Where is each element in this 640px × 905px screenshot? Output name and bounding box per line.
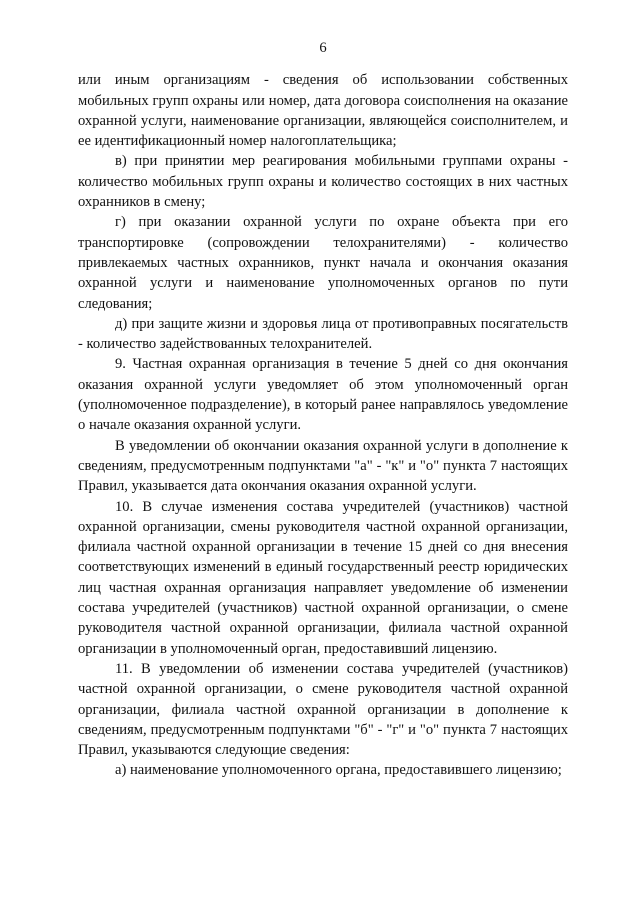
document-page bbox=[78, 38, 568, 781]
paragraph-item-a: а) наименование уполномоченного органа, предоставившего лицензию; bbox=[115, 762, 562, 779]
paragraph-clause-10: 10. В случае изменения состава учредителей (участников) частной охранной организации, смены руководителя частной охранной организации, филиала частной охранной организации в течение 15 дней со дня внесения соответствующих изменений в единый государственный реестр юридических лиц частная охранная организация направляет уведомление об изменении состава учредителей (участников) частной охранной организации, о смене руководителя частной охранной организации, филиала частной охранной организации в уполномоченный орган, предоставивший лицензию. bbox=[78, 498, 568, 657]
paragraph-clause-11: 11. В уведомлении об изменении состава учредителей (участников) частной охранной организации, о смене руководителя частной охранной организации, филиала частной охранной организации в дополнение к сведениям, предусмотренным подпунктами "б" - "г" и "о" пункта 7 настоящих Правил, указываются следующие сведения: bbox=[78, 660, 568, 759]
page-number: 6 bbox=[319, 40, 327, 56]
paragraph-continuation: или иным организациям - сведения об использовании собственных мобильных групп охраны или номер, дата договора соисполнения на оказание охранной услуги, наименование организации, являющейся соисполнителем, и ее идентификационный номер налогоплательщика; bbox=[78, 72, 568, 150]
paragraph-item-v: в) при принятии мер реагирования мобильными группами охраны - количество мобильных групп охраны и количество состоящих в них частных охранников в смену; bbox=[78, 153, 568, 211]
paragraph-item-d: д) при защите жизни и здоровья лица от противоправных посягательств - количество задействованных телохранителей. bbox=[78, 315, 568, 353]
paragraph-clause-9-notice: В уведомлении об окончании оказания охранной услуги в дополнение к сведениям, предусмотренным подпунктами "а" - "к" и "о" пункта 7 настоящих Правил, указывается дата окончания оказания охранной услуги. bbox=[78, 437, 568, 495]
paragraph-clause-9: 9. Частная охранная организация в течение 5 дней со дня окончания оказания охранной услуги уведомляет об этом уполномоченный орган (уполномоченное подразделение), в который ранее направлялось уведомление о начале оказания охранной услуги. bbox=[78, 356, 568, 434]
paragraph-item-g: г) при оказании охранной услуги по охране объекта при его транспортировке (сопровождении телохранителями) - количество привлекаемых частных охранников, пункт начала и окончания оказания охранной услуги и наименование уполномоченных органов по пути следования; bbox=[78, 214, 568, 312]
